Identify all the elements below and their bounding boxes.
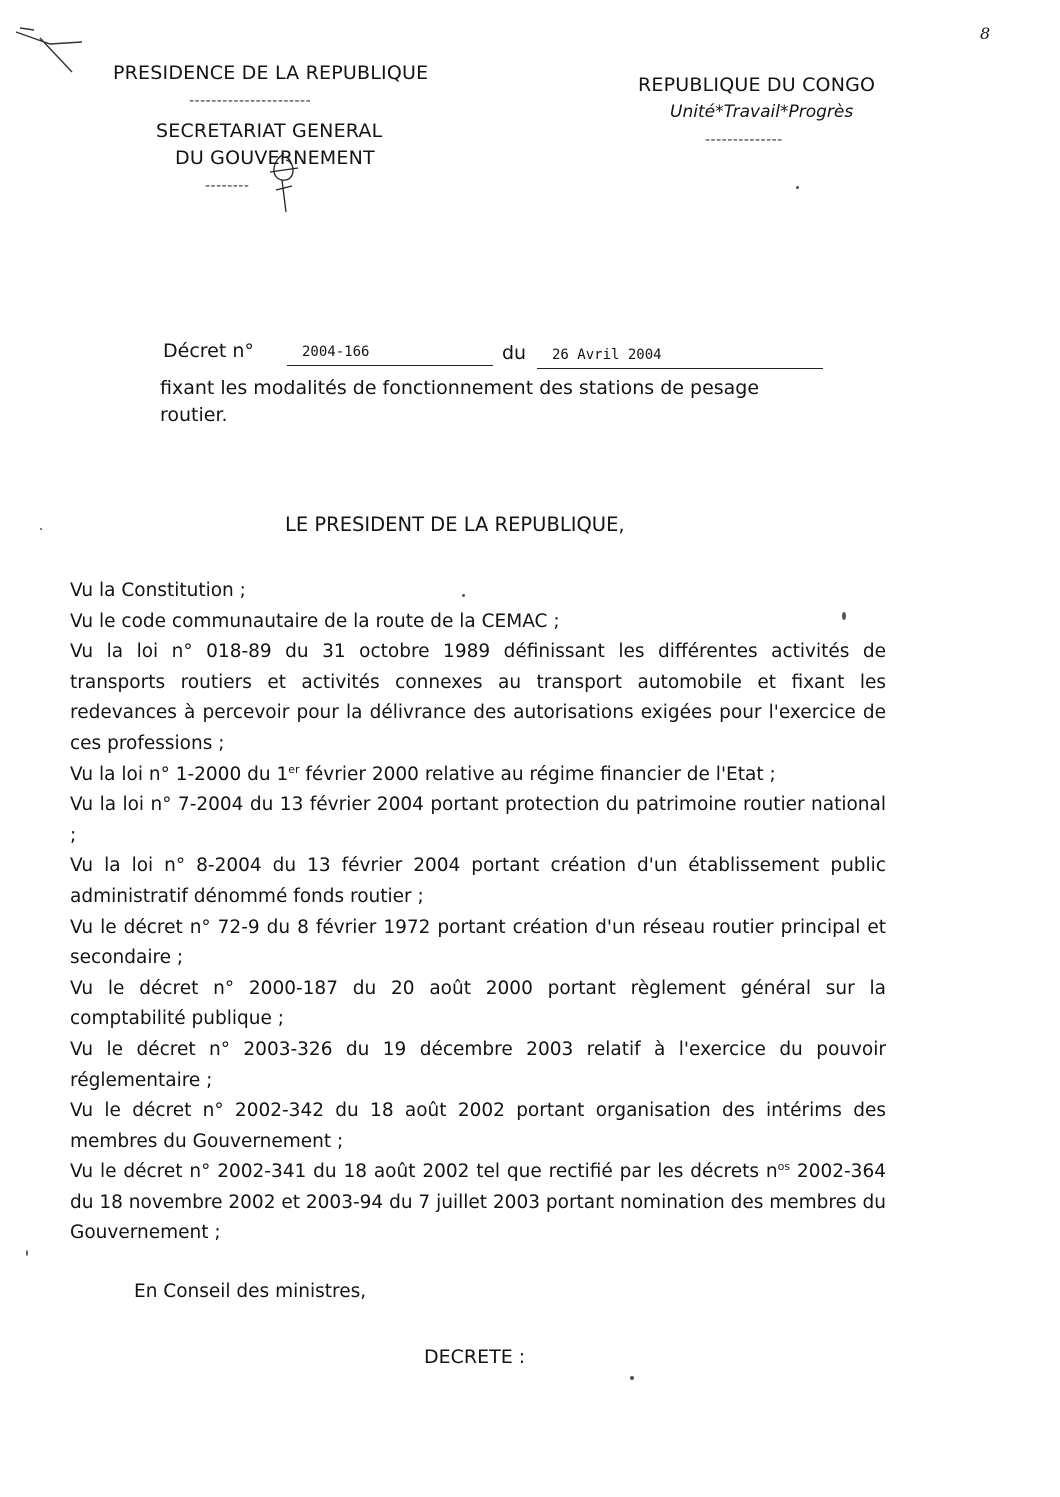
authority-heading: LE PRESIDENT DE LA REPUBLIQUE, — [285, 513, 625, 536]
scan-speck — [796, 186, 799, 189]
header-separator: ---------------------- — [189, 93, 312, 109]
country-name: REPUBLIQUE DU CONGO — [638, 74, 876, 96]
handwritten-initials — [262, 150, 306, 216]
scan-speck — [462, 594, 465, 597]
date-fill-line — [537, 368, 823, 369]
government-title: DU GOUVERNEMENT — [175, 147, 375, 169]
secretariat-title: SECRETARIAT GENERAL — [156, 120, 383, 142]
national-motto: Unité*Travail*Progrès — [670, 102, 854, 122]
scan-speck — [842, 612, 846, 620]
decree-number-label: Décret n° — [163, 340, 254, 362]
visa-item: Vu le décret n° 2000-187 du 20 août 2000 portant règlement général sur la comptabilité publique ; — [70, 977, 886, 1030]
number-fill-line — [287, 365, 493, 366]
visa-item: Vu le décret n° 72-9 du 8 février 1972 portant création d'un réseau routier principal et secondaire ; — [70, 916, 886, 969]
decree-date-label: du — [502, 342, 527, 364]
presidency-title: PRESIDENCE DE LA REPUBLIQUE — [113, 62, 429, 84]
header-separator: -------------- — [705, 132, 783, 148]
decree-subject: fixant les modalités de fonctionnement des stations de pesage — [160, 377, 760, 399]
visa-item: Vu la loi n° 1-2000 du 1er février 2000 relative au régime financier de l'Etat ; — [70, 762, 776, 785]
visa-item: Vu le décret n° 2002-342 du 18 août 2002 portant organisation des intérims des membres du Gouvernement ; — [70, 1100, 886, 1152]
decree-subject-end: routier. — [160, 404, 228, 426]
visa-item: Vu la loi n° 8-2004 du 13 février 2004 portant création d'un établissement public administratif dénommé fonds routier ; — [70, 855, 886, 907]
pen-stroke-mark — [10, 22, 90, 78]
scan-speck — [630, 1376, 634, 1380]
page-number-mark: 8 — [980, 24, 991, 43]
visa-item: Vu la loi n° 018-89 du 31 octobre 1989 définissant les différentes activités de transports routiers et activités connexes au transport automobile et fixant les redevances à percevoir pour la délivrance des autorisations exigées pour l'exercice de ces professions ; — [70, 641, 886, 754]
decrete-heading: DECRETE : — [424, 1346, 526, 1368]
visa-item: Vu la loi n° 7-2004 du 13 février 2004 portant protection du patrimoine routier national ; — [70, 794, 886, 846]
decree-number: 2004-166 — [302, 344, 370, 360]
decree-date: 26 Avril 2004 — [552, 347, 662, 363]
visa-item: Vu le code communautaire de la route de la CEMAC ; — [70, 610, 560, 632]
visa-item: Vu le décret n° 2003-326 du 19 décembre 2003 relatif à l'exercice du pouvoir réglementaire ; — [70, 1038, 886, 1091]
visas-list — [70, 576, 886, 1249]
visa-item: Vu la Constitution ; — [70, 580, 246, 601]
scan-speck — [26, 1250, 28, 1256]
council-line: En Conseil des ministres, — [134, 1281, 367, 1302]
scan-speck — [40, 528, 42, 530]
header-separator: -------- — [205, 178, 250, 194]
visa-item: Vu le décret n° 2002-341 du 18 août 2002 tel que rectifié par les décrets $n^{os}$ 2002-364 du 18 novembre 2002 et 2003-94 du 7 juillet 2003 portant nomination des membres du Gouvernement ; — [70, 1160, 886, 1244]
